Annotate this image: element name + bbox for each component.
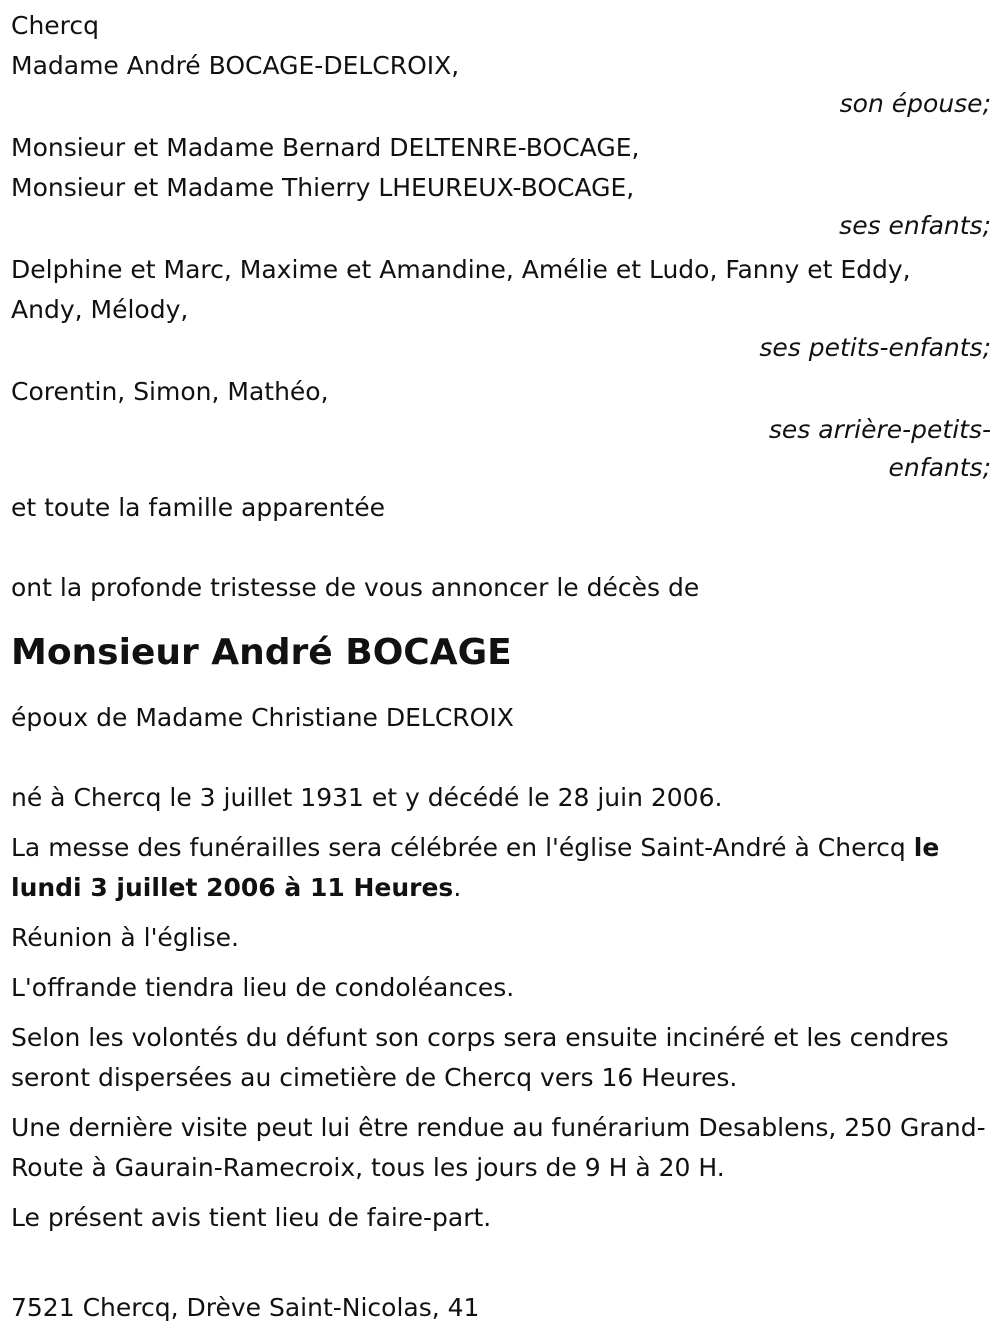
cremation-info: Selon les volontés du défunt son corps sera ensuite incinéré et les cendres seront dispersées au cimetière de Chercq vers 16 Heures. [11,1023,949,1092]
children-role: ses enfants; [839,211,991,240]
place-heading: Chercq [11,11,100,40]
announcement: ont la profonde tristesse de vous annoncer le décès de [11,573,700,602]
great-grandchildren-role-line-1: ses arrière-petits- [768,415,991,444]
grandchildren-role: ses petits-enfants; [759,333,991,362]
grandchildren-line-2: Andy, Mélody, [11,295,189,324]
child-1: Monsieur et Madame Bernard DELTENRE-BOCAGE, [11,133,640,162]
grandchildren-line-1: Delphine et Marc, Maxime et Amandine, Amélie et Ludo, Fanny et Eddy, [11,255,911,284]
birth-death: né à Chercq le 3 juillet 1931 et y décédé le 28 juin 2006. [11,783,723,812]
great-grandchildren-role-line-2: enfants; [888,453,991,482]
spouse-role: son épouse; [839,89,991,118]
visit-info: Une dernière visite peut lui être rendue au funérarium Desablens, 250 Grand-Route à Gaurain-Ramecroix, tous les jours de 9 H à 20 H. [11,1113,986,1182]
spouse-of: époux de Madame Christiane DELCROIX [11,703,514,732]
funeral-date: le lundi 3 juillet 2006 à 11 Heures [11,833,940,902]
funeral-info [11,828,991,908]
great-grandchildren: Corentin, Simon, Mathéo, [11,377,329,406]
child-2: Monsieur et Madame Thierry LHEUREUX-BOCAGE, [11,173,635,202]
meeting-info: Réunion à l'église. [11,923,239,952]
spouse-name: Madame André BOCAGE-DELCROIX, [11,51,460,80]
address: 7521 Chercq, Drève Saint-Nicolas, 41 [11,1293,480,1322]
extended-family: et toute la famille apparentée [11,493,385,522]
deceased-name: Monsieur André BOCAGE [11,632,512,673]
offering-info: L'offrande tiendra lieu de condoléances. [11,973,515,1002]
obituary-notice [11,6,991,1328]
funeral-text: La messe des funérailles sera célébrée en l'église Saint-André à Chercq [11,833,914,862]
notice-info: Le présent avis tient lieu de faire-part. [11,1203,492,1232]
funeral-end: . [453,873,462,902]
